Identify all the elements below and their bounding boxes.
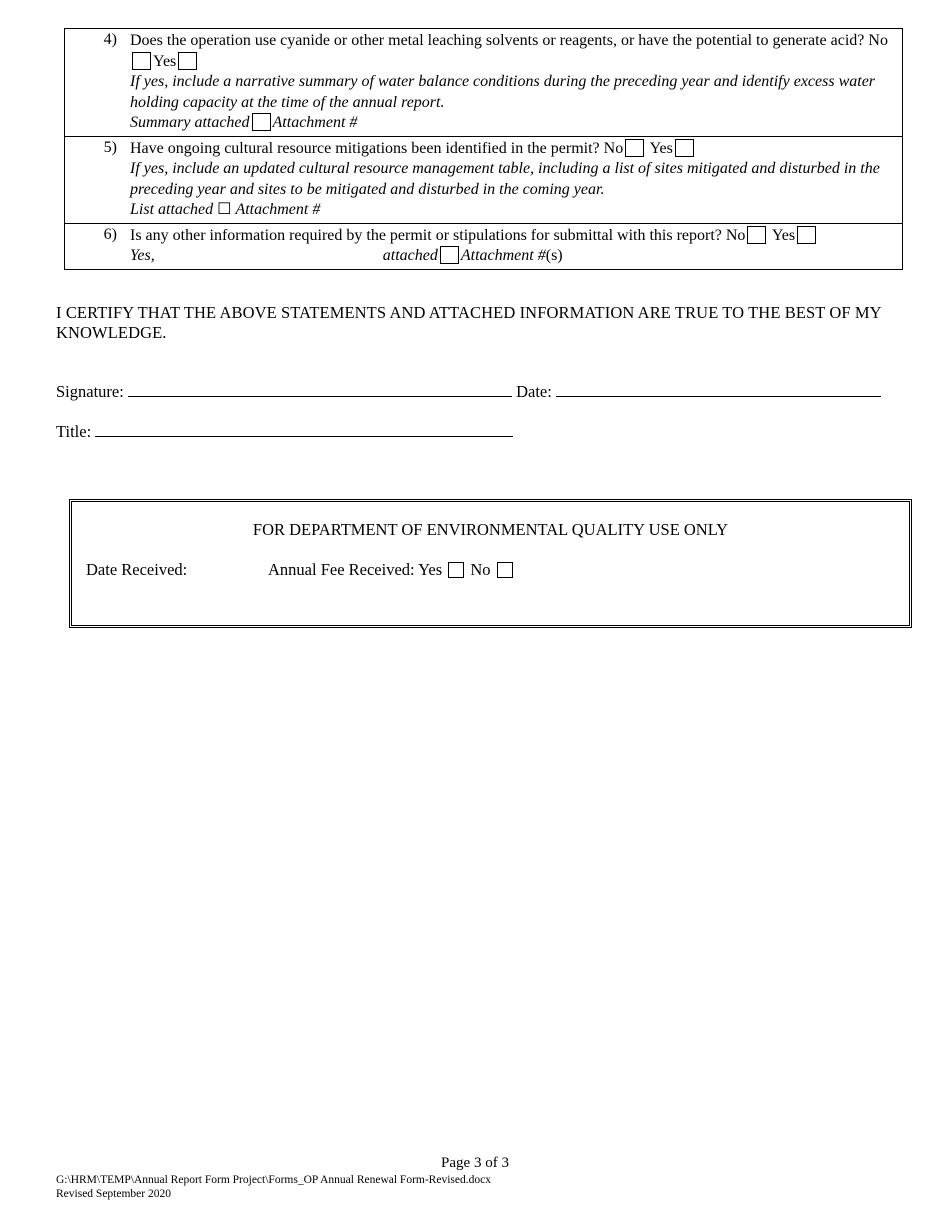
yes-checkbox[interactable] [797,226,816,244]
no-checkbox[interactable] [747,226,766,244]
question-number: 6) [103,225,117,243]
yes-label: Yes [153,52,177,70]
footer [56,1173,491,1201]
attached-checkbox[interactable]: ☐ [217,201,232,218]
instruction-text: If yes, include a narrative summary of water balance conditions during the preceding year and identify excess water holding capacity at the time of the annual report. [130,73,876,111]
footer-revised: Revised September 2020 [56,1188,171,1200]
page-number: Page 3 of 3 [441,1155,509,1171]
title-field[interactable] [95,422,513,437]
attached-checkbox[interactable] [440,246,459,264]
fee-no-label: No [470,560,491,579]
question-row-6 [65,224,902,269]
fee-no-checkbox[interactable] [497,562,513,578]
annual-fee-received [268,560,515,580]
signature-label: Signature: [56,382,124,401]
title-line [56,422,513,442]
attachment-suffix: (s) [545,247,563,264]
fee-yes-checkbox[interactable] [448,562,464,578]
yes-label: Yes [649,139,673,157]
deq-box-title: FOR DEPARTMENT OF ENVIRONMENTAL QUALITY USE ONLY [252,520,729,539]
attached-checkbox[interactable] [252,113,271,131]
signature-field[interactable] [128,382,512,397]
attached-label: Summary attached [130,114,250,131]
footer-file-path: G:\HRM\TEMP\Annual Report Form Project\Forms_OP Annual Renewal Form-Revised.docx [56,1174,491,1186]
question-text: Is any other information required by the permit or stipulations for submittal with this report? No [130,226,746,244]
title-label: Title: [56,422,92,441]
question-number: 5) [103,138,117,156]
instruction-text: If yes, include an updated cultural resource management table, including a list of sites mitigated and disturbed in the preceding year and sites to be mitigated and disturbed in the coming year. [130,160,880,198]
no-checkbox[interactable] [625,139,644,157]
question-row-5 [65,137,902,224]
signature-line [56,382,881,402]
fee-label: Annual Fee Received: Yes [268,560,443,579]
attachment-label: Attachment # [460,247,546,264]
question-text: Does the operation use cyanide or other metal leaching solvents or reagents, or have the potential to generate acid? No [130,32,888,49]
attachment-label: Attachment # [235,201,321,218]
question-row-4 [65,29,902,137]
no-checkbox[interactable] [132,52,151,70]
attachment-label: Attachment # [272,114,358,131]
attached-label: attached [382,247,438,264]
yes-label: Yes [771,226,796,244]
date-field[interactable] [556,382,881,397]
deq-use-only-box [69,499,912,628]
attached-label: List attached [130,201,214,218]
yes-prefix: Yes, [130,247,155,264]
yes-checkbox[interactable] [675,139,694,157]
question-number: 4) [103,31,117,48]
date-label: Date: [516,382,552,401]
certification-statement: I CERTIFY THAT THE ABOVE STATEMENTS AND ATTACHED INFORMATION ARE TRUE TO THE BEST OF MY KNOWLEDGE. [56,303,882,342]
questions-table [64,28,903,270]
yes-checkbox[interactable] [178,52,197,70]
date-received-label: Date Received: [86,560,188,579]
question-text: Have ongoing cultural resource mitigations been identified in the permit? No [130,139,624,157]
